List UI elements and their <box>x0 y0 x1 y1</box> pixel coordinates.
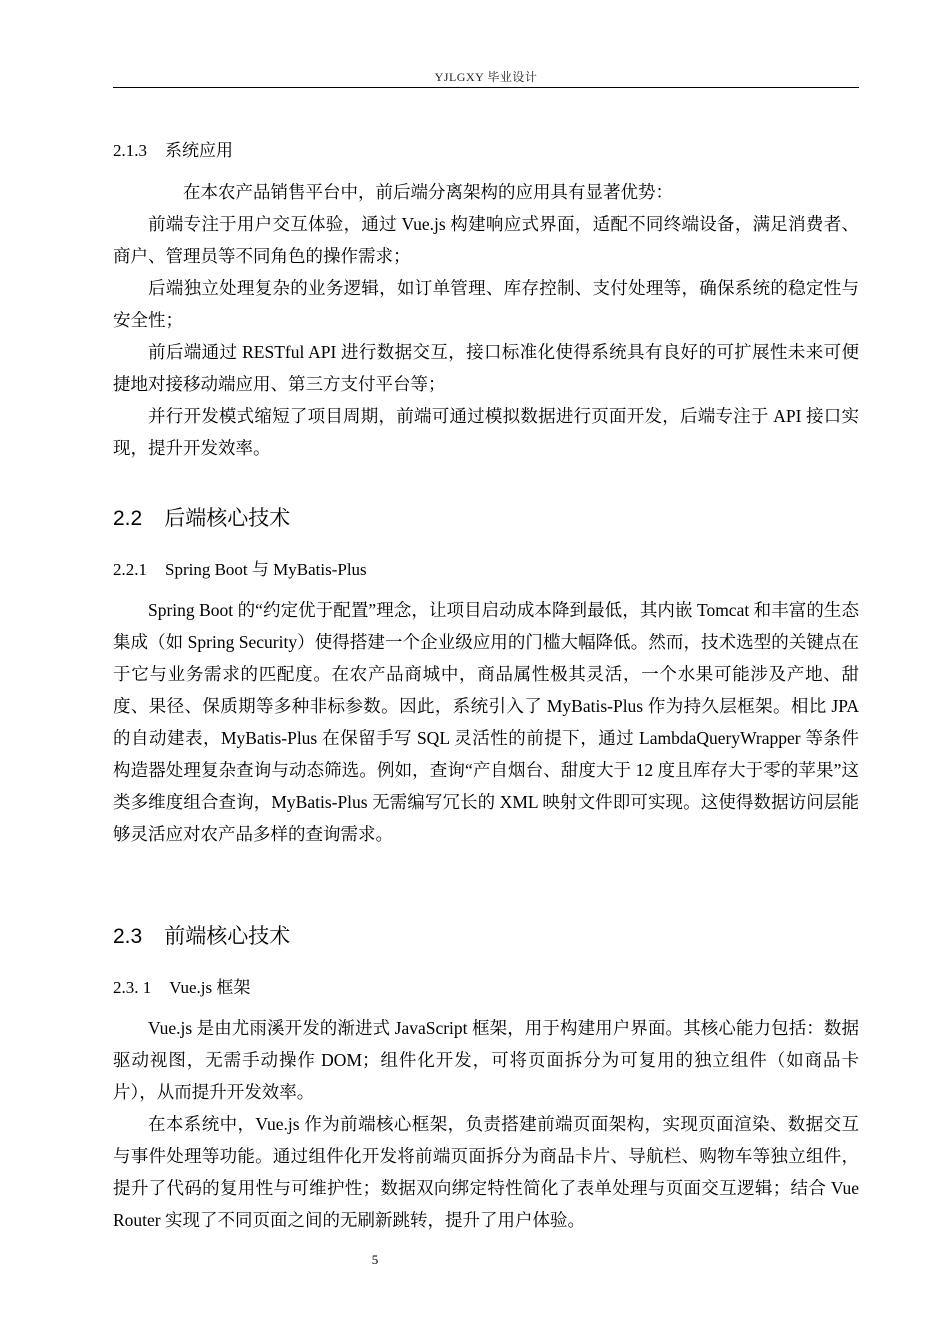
paragraph: 后端独立处理复杂的业务逻辑，如订单管理、库存控制、支付处理等，确保系统的稳定性与安全性； <box>113 278 859 330</box>
section-heading-2-3-1 <box>113 976 250 1000</box>
section-title: 前端核心技术 <box>164 924 291 948</box>
paragraph: 在本农产品销售平台中，前后端分离架构的应用具有显著优势： <box>183 182 673 202</box>
section-title: 后端核心技术 <box>164 506 291 530</box>
page-number: 5 <box>371 1252 379 1267</box>
paragraph: 前后端通过 RESTful API 进行数据交互，接口标准化使得系统具有良好的可扩展性未来可便捷地对接移动端应用、第三方支付平台等； <box>113 342 859 394</box>
section-number: 2.3 <box>113 925 143 948</box>
paragraph: Spring Boot 的“约定优于配置”理念，让项目启动成本降到最低，其内嵌 Tomcat 和丰富的生态集成（如 Spring Security）使得搭建一个企业级应用的门槛大幅降低。然而，技术选型的关键点在于它与业务需求的匹配度。在农产品商城中，商品属性极其灵活，一个水果可能涉及产地、甜度、果径、保质期等多种非标参数。因此，系统引入了 MyBatis-Plus 作为持久层框架。相比 JPA 的自动建表，MyBatis-Plus 在保留手写 SQL 灵活性的前提下，通过 LambdaQueryWrapper 等条件构造器处理复杂查询与动态筛选。例如，查询“产自烟台、甜度大于 12 度且库存大于零的苹果”这类多维度组合查询，MyBatis-Plus 无需编写冗长的 XML 映射文件即可实现。这使得数据访问层能够灵活应对农产品多样的查询需求。 <box>113 600 859 844</box>
section-title: Vue.js 框架 <box>169 978 251 997</box>
section-title: 系统应用 <box>165 141 233 160</box>
section-number: 2.3. 1 <box>113 978 152 997</box>
section-number: 2.2 <box>113 507 143 530</box>
header-rule <box>113 87 859 88</box>
running-header: YJLGXY 毕业设计 <box>434 70 538 84</box>
section-heading-2-2 <box>113 504 290 533</box>
paragraph: 在本系统中，Vue.js 作为前端核心框架，负责搭建前端页面架构，实现页面渲染、数据交互与事件处理等功能。通过组件化开发将前端页面拆分为商品卡片、导航栏、购物车等独立组件，提升了代码的复用性与可维护性；数据双向绑定特性简化了表单处理与页面交互逻辑；结合 Vue Router 实现了不同页面之间的无刷新跳转，提升了用户体验。 <box>113 1114 859 1230</box>
section-title: Spring Boot 与 MyBatis-Plus <box>165 560 367 579</box>
paragraph: 前端专注于用户交互体验，通过 Vue.js 构建响应式界面，适配不同终端设备，满足消费者、商户、管理员等不同角色的操作需求； <box>113 214 859 266</box>
section-number: 2.2.1 <box>113 560 147 579</box>
paragraph: 并行开发模式缩短了项目周期，前端可通过模拟数据进行页面开发，后端专注于 API 接口实现，提升开发效率。 <box>113 406 859 458</box>
section-heading-2-3 <box>113 922 290 951</box>
section-number: 2.1.3 <box>113 141 147 160</box>
section-heading-2-2-1 <box>113 558 367 582</box>
section-heading-2-1-3 <box>113 139 233 163</box>
paragraph: Vue.js 是由尤雨溪开发的渐进式 JavaScript 框架，用于构建用户界面。其核心能力包括：数据驱动视图，无需手动操作 DOM；组件化开发，可将页面拆分为可复用的独立组件（如商品卡片），从而提升开发效率。 <box>113 1018 859 1102</box>
